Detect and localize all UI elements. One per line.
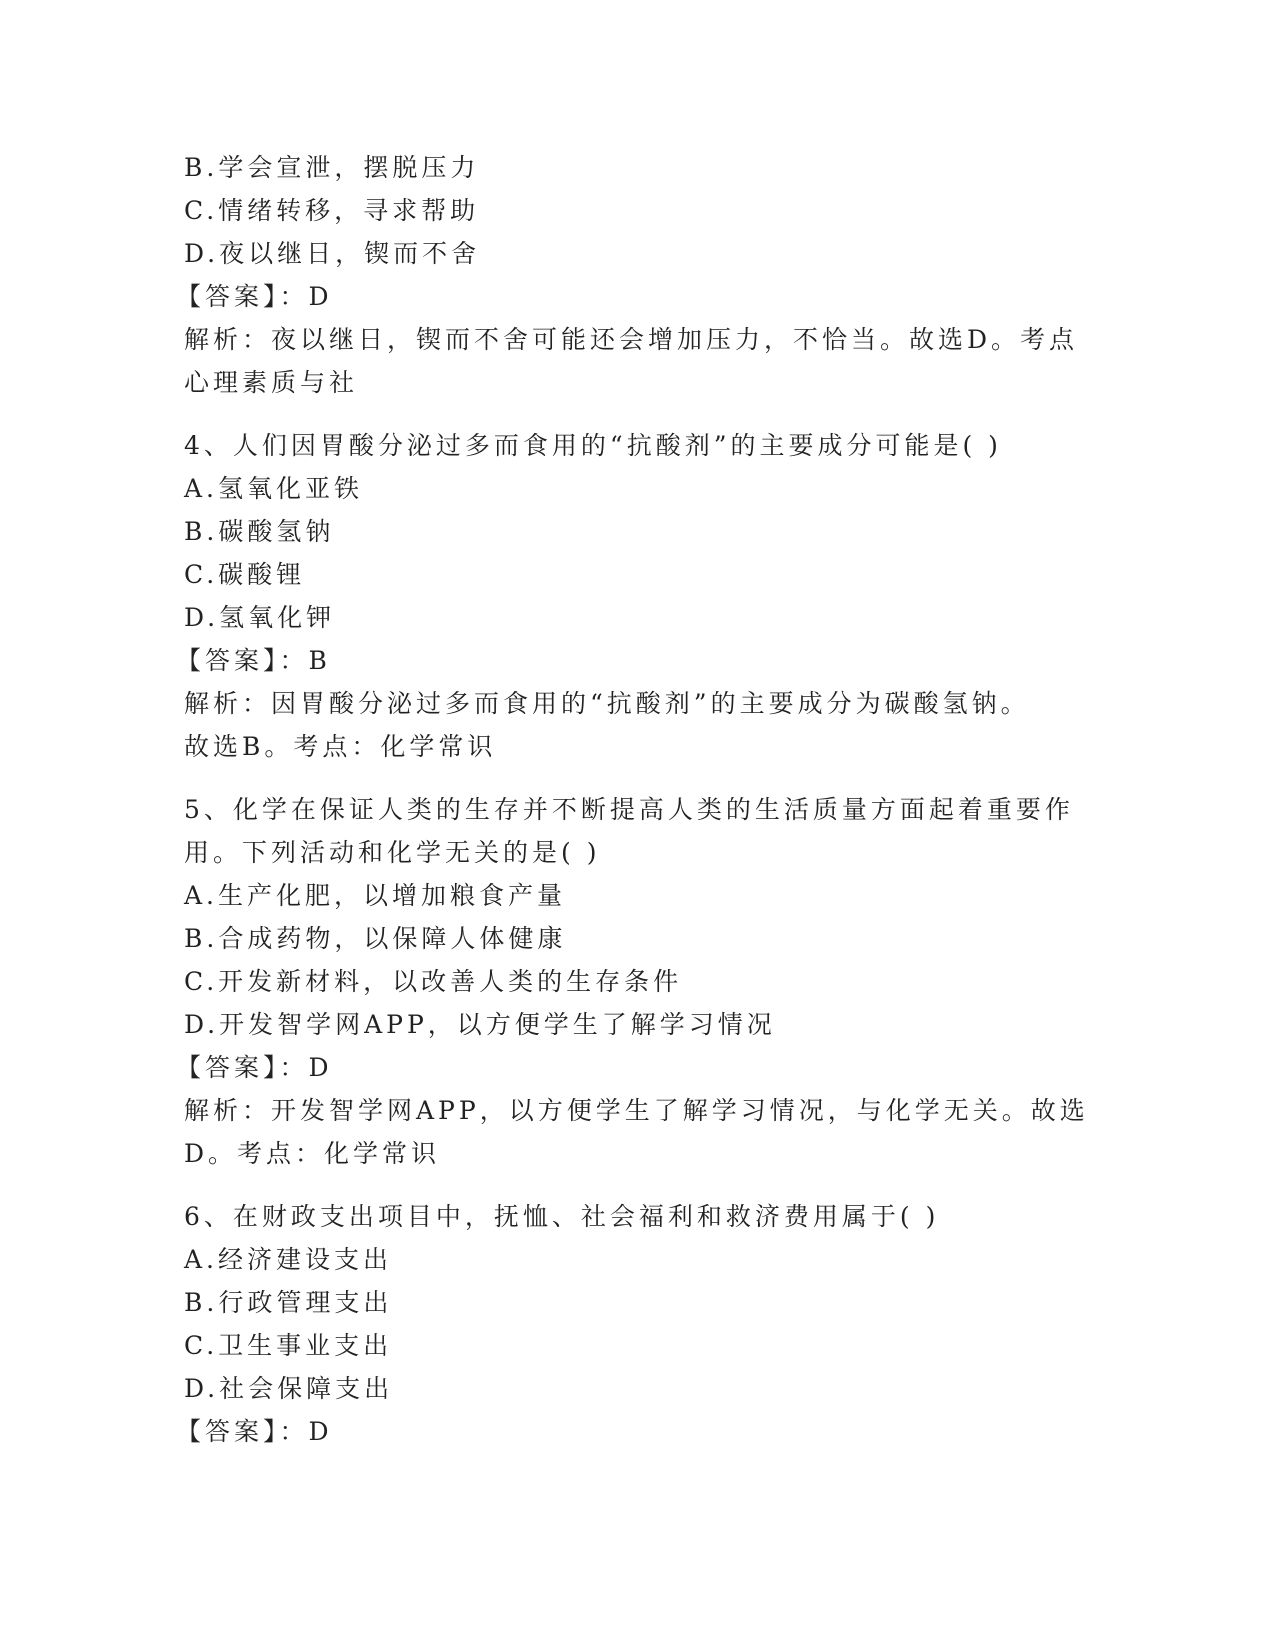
option-b: B.合成药物，以保障人体健康 [184,924,567,953]
analysis-line: 解析：夜以继日，锲而不舍可能还会增加压力，不恰当。故选D。考点 [184,325,1079,354]
question-3-tail [176,146,1084,404]
option-b: B.学会宣泄，摆脱压力 [184,153,480,182]
answer: 【答案】：B [176,646,331,675]
answer: 【答案】：D [176,1417,333,1446]
option-d: D.夜以继日，锲而不舍 [184,239,481,268]
analysis-line: 心理素质与社 [184,368,359,397]
option-c: C.卫生事业支出 [184,1331,393,1360]
option-c: C.开发新材料，以改善人类的生存条件 [184,967,683,996]
question-stem: 6、在财政支出项目中，抚恤、社会福利和救济费用属于( ) [184,1202,940,1231]
answer: 【答案】：D [176,282,333,311]
option-d: D.开发智学网APP，以方便学生了解学习情况 [184,1010,776,1039]
option-a: A.经济建设支出 [184,1245,393,1274]
option-b: B.碳酸氢钠 [184,517,335,546]
option-c: C.情绪转移，寻求帮助 [184,196,480,225]
answer: 【答案】：D [176,1053,333,1082]
analysis-line: 故选B。考点：化学常识 [184,732,497,761]
question-5 [176,788,1089,1175]
option-d: D.氢氧化钾 [184,603,336,632]
analysis-line: 解析：因胃酸分泌过多而食用的“抗酸剂”的主要成分为碳酸氢钠。 [184,689,1030,718]
question-6 [176,1195,1084,1453]
option-a: A.氢氧化亚铁 [184,474,364,503]
analysis-line: D。考点：化学常识 [184,1139,441,1168]
option-b: B.行政管理支出 [184,1288,393,1317]
question-stem: 用。下列活动和化学无关的是( ) [184,838,601,867]
question-stem: 5、化学在保证人类的生存并不断提高人类的生活质量方面起着重要作 [184,795,1074,824]
option-a: A.生产化肥，以增加粮食产量 [184,881,567,910]
analysis-line: 解析：开发智学网APP，以方便学生了解学习情况，与化学无关。故选 [184,1096,1089,1125]
document-page [176,146,1089,1453]
question-4 [176,424,1084,768]
option-d: D.社会保障支出 [184,1374,394,1403]
question-stem: 4、人们因胃酸分泌过多而食用的“抗酸剂”的主要成分可能是( ) [184,431,1002,460]
option-c: C.碳酸锂 [184,560,306,589]
